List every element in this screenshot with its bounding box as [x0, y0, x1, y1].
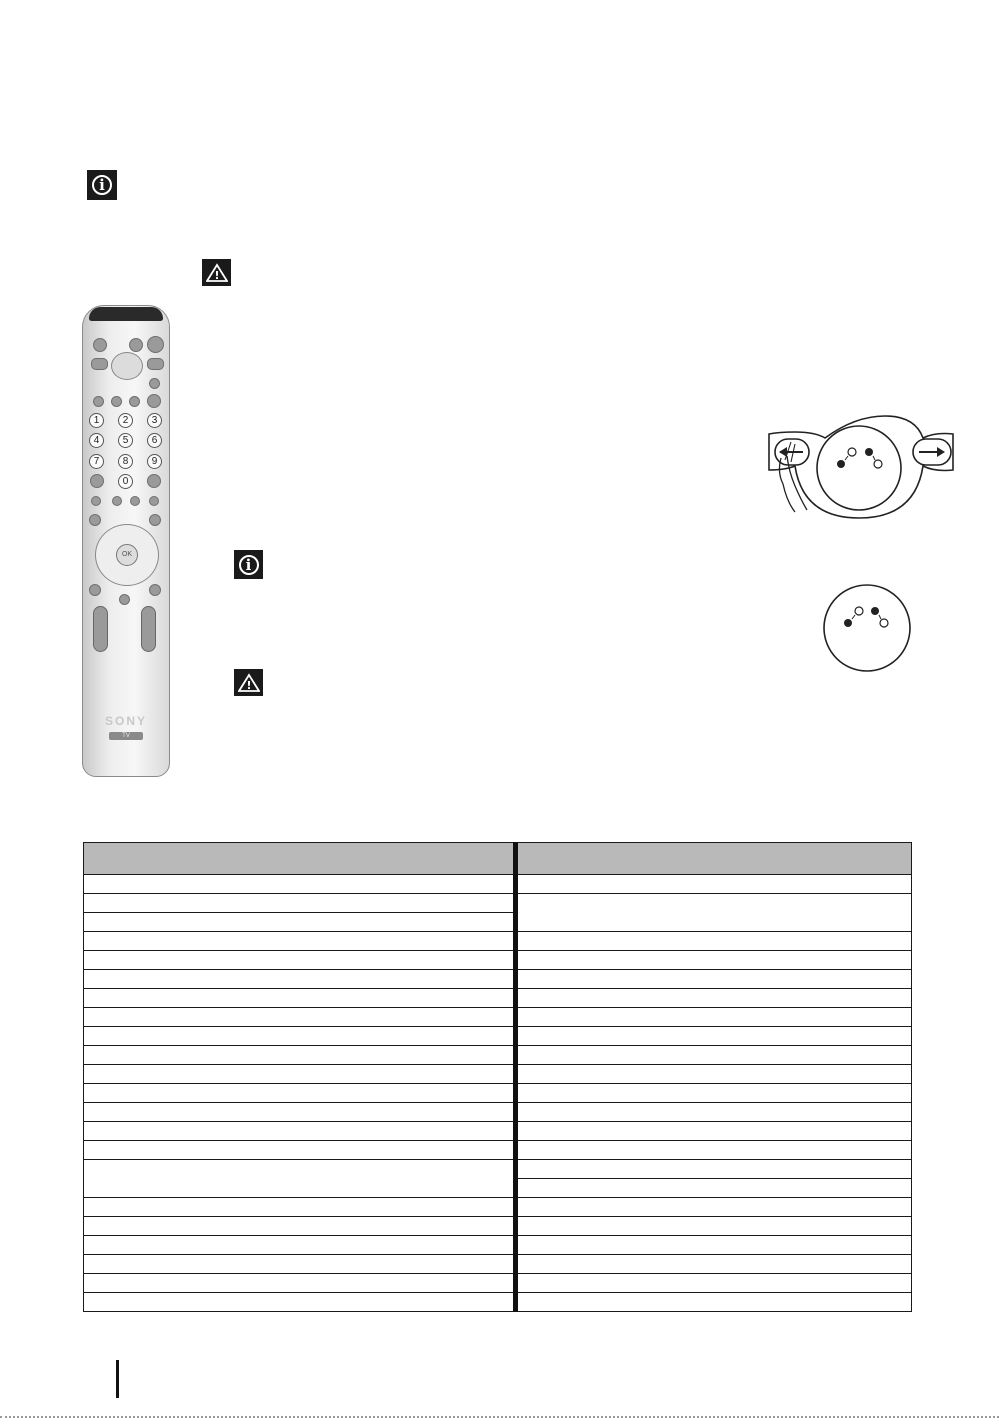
remote-ok-button: OK — [116, 544, 138, 566]
table-cell — [516, 932, 912, 951]
warning-triangle-icon — [238, 673, 260, 693]
table-cell — [84, 1255, 516, 1274]
table-cell — [84, 894, 516, 913]
remote-button — [91, 358, 108, 370]
table-row — [84, 1255, 912, 1274]
remote-button — [129, 338, 143, 352]
table-cell — [84, 1046, 516, 1065]
remote-program-rocker — [141, 606, 156, 652]
table-row — [84, 1160, 912, 1179]
remote-button — [149, 584, 161, 596]
table-cell — [516, 1103, 912, 1122]
table-cell — [516, 1046, 912, 1065]
table-cell — [84, 1027, 516, 1046]
table-cell — [516, 1255, 912, 1274]
table-row — [84, 1293, 912, 1312]
page-trim-line — [0, 1416, 999, 1418]
table-row — [84, 1274, 912, 1293]
table-cell — [516, 1065, 912, 1084]
warning-icon — [234, 669, 263, 696]
table-row — [84, 1141, 912, 1160]
remote-button — [89, 584, 101, 596]
table-cell — [516, 1008, 912, 1027]
info-glyph: i — [239, 555, 259, 575]
table-cell — [516, 875, 912, 894]
table-row — [84, 1198, 912, 1217]
table-cell — [516, 1141, 912, 1160]
table-cell — [516, 951, 912, 970]
remote-control-illustration — [82, 305, 170, 777]
table-row — [84, 1008, 912, 1027]
remote-button — [93, 396, 104, 407]
remote-tv-label: TV — [109, 732, 143, 740]
info-icon — [234, 550, 263, 579]
remote-button — [89, 514, 101, 526]
remote-button — [149, 378, 160, 389]
table-row — [84, 1236, 912, 1255]
table-header-row — [84, 843, 912, 875]
warning-triangle-icon — [206, 263, 228, 283]
remote-top-cap — [89, 307, 163, 321]
table-row — [84, 1084, 912, 1103]
table-row — [84, 1046, 912, 1065]
table-cell — [516, 1274, 912, 1293]
table-cell — [516, 1217, 912, 1236]
info-glyph: i — [92, 175, 112, 195]
page-number-divider — [116, 1360, 119, 1398]
table-header-cell — [84, 843, 516, 875]
specification-table — [83, 842, 912, 1312]
warning-mark: ! — [245, 678, 252, 692]
table-cell — [84, 1084, 516, 1103]
remote-button — [112, 496, 122, 506]
table-cell — [84, 932, 516, 951]
remote-number-key: 7 — [89, 454, 104, 469]
table-row — [84, 1103, 912, 1122]
remote-navigation-pad — [95, 524, 159, 586]
remote-number-key: 2 — [118, 413, 133, 428]
remote-number-key: 5 — [118, 433, 133, 448]
remote-button — [111, 396, 122, 407]
table-cell — [84, 1274, 516, 1293]
table-cell — [516, 989, 912, 1008]
table-header-cell — [516, 843, 912, 875]
table-row — [84, 970, 912, 989]
remote-number-key: 0 — [118, 474, 133, 489]
table-cell — [84, 1122, 516, 1141]
table-cell — [84, 989, 516, 1008]
remote-number-key: 6 — [147, 433, 162, 448]
remote-button — [129, 396, 140, 407]
remote-selector-dial — [111, 352, 143, 380]
table-cell — [84, 1065, 516, 1084]
table-cell — [516, 970, 912, 989]
remote-button — [93, 338, 107, 352]
remote-volume-rocker — [93, 606, 108, 652]
remote-button — [130, 496, 140, 506]
warning-icon — [202, 259, 231, 286]
table-row — [84, 1065, 912, 1084]
table-row — [84, 875, 912, 894]
table-cell — [84, 1217, 516, 1236]
table-cell — [516, 1236, 912, 1255]
remote-number-key: 8 — [118, 454, 133, 469]
remote-button — [147, 474, 161, 488]
table-row — [84, 894, 912, 913]
table-cell — [516, 894, 912, 932]
table-cell — [84, 913, 516, 932]
table-cell — [516, 1084, 912, 1103]
table-cell — [84, 970, 516, 989]
remote-button — [119, 594, 130, 605]
remote-brand-logo: SONY — [104, 714, 147, 728]
remote-number-key: 9 — [147, 454, 162, 469]
table-row — [84, 1027, 912, 1046]
remote-button — [149, 496, 159, 506]
remote-button — [149, 514, 161, 526]
table-row — [84, 1217, 912, 1236]
info-icon — [87, 170, 117, 200]
battery-polarity-illustration — [822, 583, 912, 673]
table-cell — [84, 1198, 516, 1217]
table-cell — [516, 1198, 912, 1217]
remote-button — [91, 496, 101, 506]
table-row — [84, 932, 912, 951]
remote-number-key: 3 — [147, 413, 162, 428]
table-cell — [516, 1293, 912, 1312]
table-row — [84, 951, 912, 970]
table-cell — [84, 1160, 516, 1198]
table-cell — [84, 951, 516, 970]
remote-button — [90, 474, 104, 488]
table-cell — [84, 1236, 516, 1255]
table-cell — [516, 1122, 912, 1141]
warning-mark: ! — [213, 268, 220, 282]
table-cell — [84, 1008, 516, 1027]
table-cell — [84, 1103, 516, 1122]
table-row — [84, 1122, 912, 1141]
table-cell — [516, 1160, 912, 1179]
table-row — [84, 989, 912, 1008]
remote-number-key: 4 — [89, 433, 104, 448]
battery-compartment-illustration — [765, 412, 955, 522]
remote-button — [147, 394, 161, 408]
remote-button — [147, 358, 164, 370]
table-cell — [84, 875, 516, 894]
table-cell — [84, 1293, 516, 1312]
table-cell — [84, 1141, 516, 1160]
remote-power-button — [147, 336, 164, 353]
remote-number-key: 1 — [89, 413, 104, 428]
table-cell — [516, 1027, 912, 1046]
table-cell — [516, 1179, 912, 1198]
